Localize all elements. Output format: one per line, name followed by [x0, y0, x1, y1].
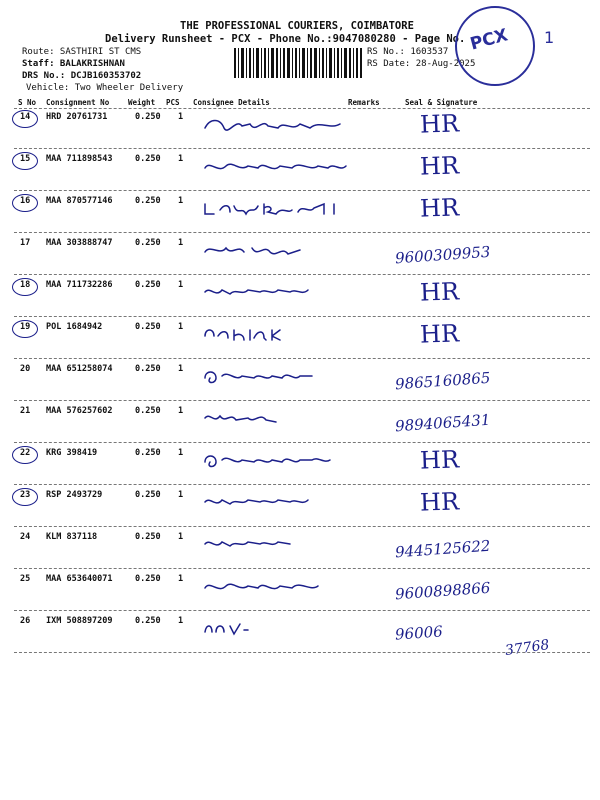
- pieces-count: 1: [178, 322, 184, 332]
- vehicle-label: Vehicle: Two Wheeler Delivery: [26, 83, 184, 93]
- weight-value: 0.250: [135, 112, 161, 122]
- pieces-count: 1: [178, 532, 184, 542]
- weight-value: 0.250: [135, 448, 161, 458]
- row-divider: [14, 568, 590, 569]
- signature-initials: HR: [419, 487, 460, 517]
- consignment-number: MAA 651258074: [46, 364, 113, 374]
- row-divider: [14, 526, 590, 527]
- weight-value: 0.250: [135, 364, 161, 374]
- pieces-count: 1: [178, 238, 184, 248]
- serial-number: 18: [20, 280, 31, 290]
- runsheet-subtitle: Delivery Runsheet - PCX - Phone No.:9047080280 - Page No.: [105, 33, 466, 45]
- weight-value: 0.250: [135, 490, 161, 500]
- col-sno: S No: [18, 98, 37, 107]
- consignee-handwriting: [200, 158, 350, 180]
- signature-phone: 9865160865: [394, 368, 491, 394]
- consignee-handwriting: [200, 452, 350, 474]
- serial-number: 26: [20, 616, 31, 626]
- consignee-handwriting: [200, 200, 350, 222]
- weight-value: 0.250: [135, 154, 161, 164]
- weight-value: 0.250: [135, 616, 161, 626]
- pieces-count: 1: [178, 154, 184, 164]
- pieces-count: 1: [178, 574, 184, 584]
- col-weight: Weight: [128, 98, 156, 107]
- route-label: Route: SASTHIRI ST CMS: [22, 47, 142, 57]
- serial-number: 17: [20, 238, 31, 248]
- serial-number: 20: [20, 364, 31, 374]
- signature-phone: 9600898866: [394, 578, 491, 604]
- consignment-number: RSP 2493729: [46, 490, 103, 500]
- pieces-count: 1: [178, 406, 184, 416]
- consignment-number: MAA 711898543: [46, 154, 113, 164]
- serial-number: 24: [20, 532, 31, 542]
- weight-value: 0.250: [135, 532, 161, 542]
- consignment-number: MAA 576257602: [46, 406, 113, 416]
- serial-number: 25: [20, 574, 31, 584]
- row-divider: [14, 274, 590, 275]
- row-divider: [14, 442, 590, 443]
- row-divider: [14, 316, 590, 317]
- weight-value: 0.250: [135, 574, 161, 584]
- consignee-handwriting: [200, 410, 350, 432]
- serial-number: 14: [20, 112, 31, 122]
- signature-initials: HR: [419, 193, 460, 223]
- stamp-extra-mark: 1: [544, 28, 555, 47]
- consignment-number: IXM 508897209: [46, 616, 113, 626]
- row-divider: [14, 610, 590, 611]
- staff-label: Staff: BALAKRISHNAN: [22, 59, 125, 69]
- serial-number: 23: [20, 490, 31, 500]
- barcode-icon: [234, 48, 362, 78]
- pieces-count: 1: [178, 616, 184, 626]
- pieces-count: 1: [178, 112, 184, 122]
- serial-number: 19: [20, 322, 31, 332]
- consignment-number: KRG 398419: [46, 448, 98, 458]
- weight-value: 0.250: [135, 196, 161, 206]
- signature-phone: 9600309953: [394, 242, 491, 268]
- signature-extra: 37768: [504, 636, 551, 660]
- weight-value: 0.250: [135, 280, 161, 290]
- pieces-count: 1: [178, 448, 184, 458]
- row-divider: [14, 232, 590, 233]
- consignee-handwriting: [200, 284, 350, 306]
- signature-initials: HR: [419, 445, 460, 475]
- serial-number: 16: [20, 196, 31, 206]
- consignment-number: MAA 303888747: [46, 238, 113, 248]
- signature-phone: 96006: [394, 622, 444, 644]
- weight-value: 0.250: [135, 238, 161, 248]
- serial-number: 15: [20, 154, 31, 164]
- header-divider: [14, 108, 590, 109]
- consignment-number: POL 1684942: [46, 322, 103, 332]
- consignee-handwriting: [200, 368, 350, 390]
- runsheet-title: THE PROFESSIONAL COURIERS, COIMBATORE: [180, 20, 414, 32]
- row-divider: [14, 358, 590, 359]
- row-divider: [14, 652, 590, 653]
- rs-number: RS No.: 1603537: [367, 47, 449, 57]
- drs-number: DRS No.: DCJB160353702: [22, 71, 142, 81]
- row-divider: [14, 400, 590, 401]
- consignment-number: MAA 870577146: [46, 196, 113, 206]
- signature-initials: HR: [419, 151, 460, 181]
- consignment-number: KLM 837118: [46, 532, 98, 542]
- serial-number: 21: [20, 406, 31, 416]
- row-divider: [14, 190, 590, 191]
- consignee-handwriting: [200, 242, 350, 264]
- consignee-handwriting: [200, 494, 350, 516]
- consignment-number: MAA 653640071: [46, 574, 113, 584]
- consignment-number: HRD 20761731: [46, 112, 108, 122]
- stamp-text: PCX: [468, 25, 510, 55]
- signature-initials: HR: [419, 109, 460, 139]
- consignee-handwriting: [200, 326, 350, 348]
- pieces-count: 1: [178, 490, 184, 500]
- consignee-handwriting: [200, 620, 350, 642]
- pieces-count: 1: [178, 280, 184, 290]
- consignment-number: MAA 711732286: [46, 280, 113, 290]
- col-consignment: Consignment No: [46, 98, 110, 107]
- row-divider: [14, 484, 590, 485]
- col-remarks: Remarks: [348, 98, 380, 107]
- signature-phone: 9445125622: [394, 536, 491, 562]
- serial-number: 22: [20, 448, 31, 458]
- weight-value: 0.250: [135, 322, 161, 332]
- consignee-handwriting: [200, 116, 350, 138]
- signature-initials: HR: [419, 319, 460, 349]
- col-seal-signature: Seal & Signature: [405, 98, 478, 107]
- signature-initials: HR: [419, 277, 460, 307]
- row-divider: [14, 148, 590, 149]
- rs-date: RS Date: 28-Aug-2025: [367, 59, 476, 69]
- pieces-count: 1: [178, 196, 184, 206]
- signature-phone: 9894065431: [394, 410, 491, 436]
- consignee-handwriting: [200, 536, 350, 558]
- consignee-handwriting: [200, 578, 350, 600]
- col-consignee: Consignee Details: [193, 98, 270, 107]
- col-pcs: PCS: [166, 98, 180, 107]
- pieces-count: 1: [178, 364, 184, 374]
- weight-value: 0.250: [135, 406, 161, 416]
